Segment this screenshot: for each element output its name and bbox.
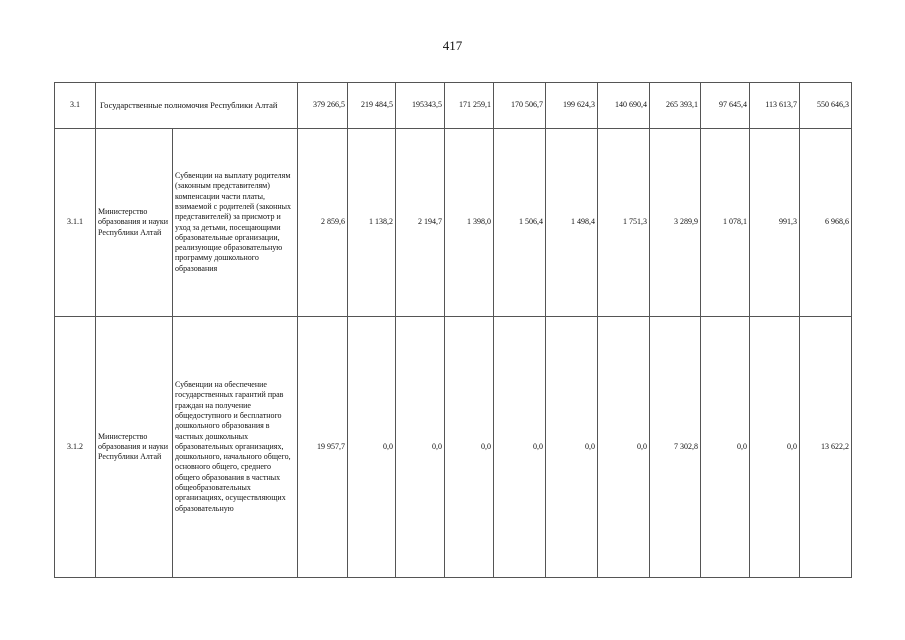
row-name: Субвенции на обеспечение государственных гарантий прав граждан на получение общедоступного и бесплатного дошкольного образования в частных дошкольных образовательных организациях, дошкольного, начального общего, основного общего, среднего общего образования в частных общеобразовательных организациях, осуществляющих образовательную <box>173 317 298 578</box>
value-cell: 13 622,2 <box>800 317 852 578</box>
value-cell: 550 646,3 <box>800 83 852 129</box>
value-cell: 1 498,4 <box>546 129 598 317</box>
value-cell: 170 506,7 <box>494 83 546 129</box>
value-cell: 19 957,7 <box>298 317 348 578</box>
value-cell: 1 138,2 <box>348 129 396 317</box>
row-name: Государственные полномочия Республики Алтай <box>96 83 298 129</box>
page-number: 417 <box>442 38 463 53</box>
value-cell: 0,0 <box>348 317 396 578</box>
value-cell: 3 289,9 <box>650 129 701 317</box>
value-cell: 0,0 <box>598 317 650 578</box>
row-code: 3.1 <box>55 83 96 129</box>
value-cell: 1 506,4 <box>494 129 546 317</box>
value-cell: 0,0 <box>445 317 494 578</box>
value-cell: 0,0 <box>750 317 800 578</box>
value-cell: 379 266,5 <box>298 83 348 129</box>
value-cell: 195343,5 <box>396 83 445 129</box>
row-executor: Министерство образования и науки Республики Алтай <box>96 317 173 578</box>
value-cell: 265 393,1 <box>650 83 701 129</box>
value-cell: 0,0 <box>396 317 445 578</box>
table-row <box>55 317 852 578</box>
value-cell: 140 690,4 <box>598 83 650 129</box>
value-cell: 1 078,1 <box>701 129 750 317</box>
value-cell: 1 751,3 <box>598 129 650 317</box>
row-code: 3.1.2 <box>55 317 96 578</box>
value-cell: 7 302,8 <box>650 317 701 578</box>
row-executor: Министерство образования и науки Республики Алтай <box>96 129 173 317</box>
value-cell: 171 259,1 <box>445 83 494 129</box>
value-cell: 97 645,4 <box>701 83 750 129</box>
table-row <box>55 83 852 129</box>
value-cell: 199 624,3 <box>546 83 598 129</box>
value-cell: 6 968,6 <box>800 129 852 317</box>
value-cell: 0,0 <box>701 317 750 578</box>
row-code: 3.1.1 <box>55 129 96 317</box>
value-cell: 2 859,6 <box>298 129 348 317</box>
value-cell: 113 613,7 <box>750 83 800 129</box>
value-cell: 1 398,0 <box>445 129 494 317</box>
table-row <box>55 129 852 317</box>
row-name: Субвенции на выплату родителям (законным представителям) компенсации части платы, взимаемой с родителей (законных представителей) за присмотр и уход за детьми, посещающими образовательные организации, реализующие образовательную программу дошкольного образования <box>173 129 298 317</box>
value-cell: 0,0 <box>546 317 598 578</box>
value-cell: 2 194,7 <box>396 129 445 317</box>
value-cell: 0,0 <box>494 317 546 578</box>
value-cell: 219 484,5 <box>348 83 396 129</box>
budget-table <box>54 82 852 578</box>
value-cell: 991,3 <box>750 129 800 317</box>
